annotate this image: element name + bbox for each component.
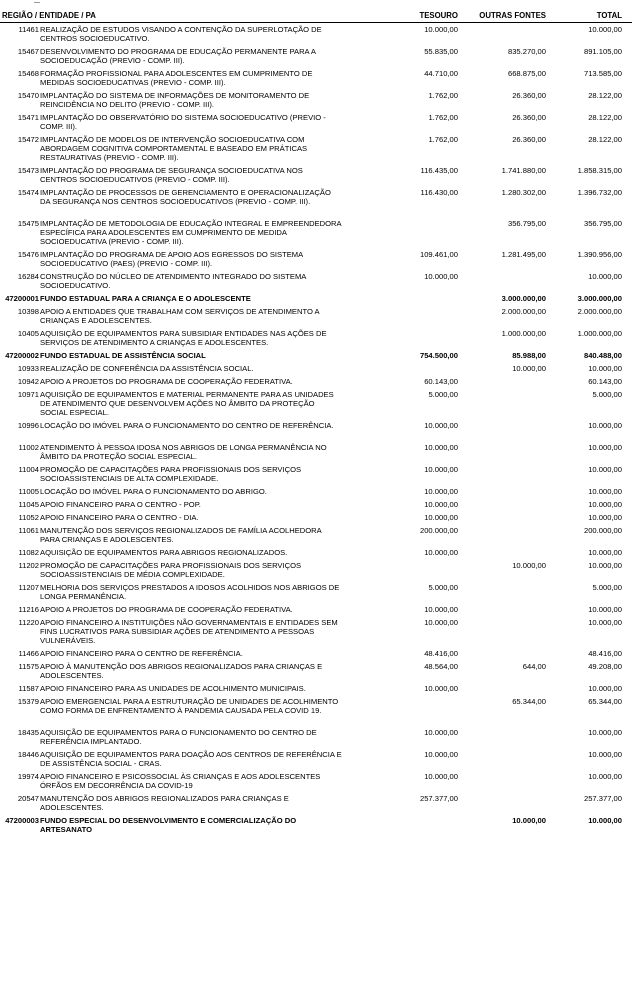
row-description: CONSTRUÇÃO DO NÚCLEO DE ATENDIMENTO INTEGRADO DO SISTEMA SOCIOEDUCATIVO. <box>40 272 306 290</box>
row-total: 48.416,00 <box>588 649 622 658</box>
row-tesouro: 60.143,00 <box>424 377 458 386</box>
row-outras-fontes: 1.281.495,00 <box>501 250 546 259</box>
row-tesouro: 10.000,00 <box>424 272 458 281</box>
row-total: 840.488,00 <box>583 351 622 360</box>
row-code: 11045 <box>18 500 39 509</box>
row-total: 891.105,00 <box>583 47 622 56</box>
row-outras-fontes: 65.344,00 <box>512 697 546 706</box>
row-total: 10.000,00 <box>588 500 622 509</box>
row-code: 18435 <box>17 728 39 737</box>
table-row <box>0 750 632 768</box>
row-tesouro: 10.000,00 <box>424 465 458 474</box>
row-description: APOIO FINANCEIRO PARA O CENTRO DE REFERÊNCIA. <box>40 649 243 658</box>
table-row <box>0 135 632 162</box>
row-description: APOIO FINANCEIRO A INSTITUIÇÕES NÃO GOVERNAMENTAIS E ENTIDADES SEM FINS LUCRATIVOS PARA SUBSIDIAR AÇÕES DE ATENDIMENTO A PESSOAS VULNERÁVEIS. <box>40 618 338 645</box>
row-total: 10.000,00 <box>588 605 622 614</box>
row-tesouro: 5.000,00 <box>428 583 458 592</box>
row-tesouro: 1.762,00 <box>428 91 458 100</box>
row-description: IMPLANTAÇÃO DO SISTEMA DE INFORMAÇÕES DE MONITORAMENTO DE REINCIDÊNCIA NO DELITO (PREVIO - COMP. III). <box>40 91 310 109</box>
row-outras-fontes: 10.000,00 <box>512 816 546 825</box>
row-total: 1.390.956,00 <box>577 250 622 259</box>
row-total: 10.000,00 <box>588 487 622 496</box>
row-total: 60.143,00 <box>588 377 622 386</box>
row-code: 18446 <box>17 750 39 759</box>
row-description: LOCAÇÃO DO IMÓVEL PARA O FUNCIONAMENTO DO ABRIGO. <box>40 487 267 496</box>
table-row <box>0 548 632 557</box>
row-total: 10.000,00 <box>588 421 622 430</box>
table-row <box>0 526 632 544</box>
row-outras-fontes: 10.000,00 <box>512 561 546 570</box>
row-total: 713.585,00 <box>583 69 622 78</box>
row-code: 11004 <box>18 465 39 474</box>
row-description: MELHORIA DOS SERVIÇOS PRESTADOS A IDOSOS ACOLHIDOS NOS ABRIGOS DE LONGA PERMANÊNCIA. <box>40 583 340 601</box>
table-row <box>0 487 632 496</box>
table-row <box>0 272 632 290</box>
row-tesouro: 10.000,00 <box>424 618 458 627</box>
row-description: APOIO A PROJETOS DO PROGRAMA DE COOPERAÇÃO FEDERATIVA. <box>40 605 293 614</box>
row-code: 11216 <box>18 605 39 614</box>
row-code: 11207 <box>18 583 39 592</box>
row-total: 10.000,00 <box>588 816 622 825</box>
row-tesouro: 55.835,00 <box>424 47 458 56</box>
row-description: AQUISIÇÃO DE EQUIPAMENTOS PARA ABRIGOS REGIONALIZADOS. <box>40 548 288 557</box>
row-code: 20547 <box>17 794 39 803</box>
row-total: 5.000,00 <box>592 390 622 399</box>
row-description: IMPLANTAÇÃO DO PROGRAMA DE APOIO AOS EGRESSOS DO SISTEMA SOCIOEDUCATIVO (PAES) (PREVIO - COMP. III). <box>40 250 303 268</box>
row-tesouro: 44.710,00 <box>424 69 458 78</box>
header-tesouro: TESOURO <box>419 11 458 20</box>
row-total: 10.000,00 <box>588 684 622 693</box>
row-tesouro: 109.461,00 <box>419 250 458 259</box>
row-description: REALIZAÇÃO DE CONFERÊNCIA DA ASSISTÊNCIA SOCIAL. <box>40 364 254 373</box>
row-description: FORMAÇÃO PROFISSIONAL PARA ADOLESCENTES EM CUMPRIMENTO DE MEDIDAS SOCIOEDUCATIVAS (PREVIO - COMP. III). <box>40 69 313 87</box>
row-code: 15476 <box>17 250 39 259</box>
table-row <box>0 684 632 693</box>
entity-row <box>0 294 632 303</box>
row-description: APOIO FINANCEIRO PARA AS UNIDADES DE ACOLHIMENTO MUNICIPAIS. <box>40 684 306 693</box>
header-total: TOTAL <box>596 11 622 20</box>
table-row <box>0 219 632 246</box>
row-total: 10.000,00 <box>588 25 622 34</box>
row-code: 11461 <box>18 25 39 34</box>
row-description: APOIO À MANUTENÇÃO DOS ABRIGOS REGIONALIZADOS PARA CRIANÇAS E ADOLESCENTES. <box>40 662 323 680</box>
row-total: 28.122,00 <box>588 91 622 100</box>
row-tesouro: 10.000,00 <box>424 772 458 781</box>
row-total: 28.122,00 <box>588 135 622 144</box>
row-code: 11202 <box>18 561 39 570</box>
table-row <box>0 443 632 461</box>
row-description: MANUTENÇÃO DOS SERVIÇOS REGIONALIZADOS DE FAMÍLIA ACOLHEDORA PARA CRIANÇAS E ADOLESCENTES. <box>40 526 322 544</box>
row-description: IMPLANTAÇÃO DE METODOLOGIA DE EDUCAÇÃO INTEGRAL E EMPREENDEDORA ESPECÍFICA PARA ADOLESCENTES EM CUMPRIMENTO DE MEDIDA SOCIOEDUCATIVA (PREVIO - COMP. III). <box>40 219 342 246</box>
row-description: AQUISIÇÃO DE EQUIPAMENTOS PARA DOAÇÃO AOS CENTROS DE REFERÊNCIA E DE ASSISTÊNCIA SOCIAL - CRAS. <box>40 750 342 768</box>
row-description: IMPLANTAÇÃO DO OBSERVATÓRIO DO SISTEMA SOCIOEDUCATIVO (PREVIO - COMP. III). <box>40 113 326 131</box>
entity-row <box>0 351 632 360</box>
table-row <box>0 500 632 509</box>
row-total: 2.000.000,00 <box>577 307 622 316</box>
row-total: 5.000,00 <box>592 583 622 592</box>
row-outras-fontes: 26.360,00 <box>512 113 546 122</box>
row-outras-fontes: 1.000.000,00 <box>501 329 546 338</box>
row-code: 11575 <box>18 662 39 671</box>
row-tesouro: 754.500,00 <box>419 351 458 360</box>
row-total: 10.000,00 <box>588 750 622 759</box>
row-code: 11061 <box>18 526 39 535</box>
row-tesouro: 257.377,00 <box>419 794 458 803</box>
row-code: 10942 <box>17 377 39 386</box>
row-description: REALIZAÇÃO DE ESTUDOS VISANDO A CONTENÇÃO DA SUPERLOTAÇÃO DE CENTROS SOCIOEDUCATIVO. <box>40 25 322 43</box>
row-description: DESENVOLVIMENTO DO PROGRAMA DE EDUCAÇÃO PERMANENTE PARA A SOCIOEDUCAÇÃO (PREVIO - COMP. III). <box>40 47 316 65</box>
row-description: PROMOÇÃO DE CAPACITAÇÕES PARA PROFISSIONAIS DOS SERVIÇOS SOCIOASSISTENCIAIS DE MÉDIA COMPLEXIDADE. <box>40 561 302 579</box>
row-description: APOIO EMERGENCIAL PARA A ESTRUTURAÇÃO DE UNIDADES DE ACOLHIMENTO COMO FORMA DE ENFRENTAMENTO À PANDEMIA CAUSADA PELA COVID 19. <box>40 697 339 715</box>
row-outras-fontes: 26.360,00 <box>512 135 546 144</box>
row-description: FUNDO ESPECIAL DO DESENVOLVIMENTO E COMERCIALIZAÇÃO DO ARTESANATO <box>40 816 297 834</box>
row-code: 11466 <box>18 649 39 658</box>
row-tesouro: 10.000,00 <box>424 421 458 430</box>
table-row <box>0 113 632 131</box>
row-tesouro: 116.430,00 <box>420 188 458 197</box>
row-tesouro: 48.564,00 <box>424 662 458 671</box>
row-code: 47200001 <box>5 294 39 303</box>
row-outras-fontes: 85.988,00 <box>512 351 546 360</box>
table-row <box>0 69 632 87</box>
table-body <box>0 25 632 834</box>
row-tesouro: 10.000,00 <box>424 487 458 496</box>
row-code: 11052 <box>18 513 39 522</box>
row-code: 15473 <box>17 166 39 175</box>
row-outras-fontes: 3.000.000,00 <box>501 294 546 303</box>
row-description: ATENDIMENTO À PESSOA IDOSA NOS ABRIGOS DE LONGA PERMANÊNCIA NO ÂMBITO DA PROTEÇÃO SOCIAL ESPECIAL. <box>40 443 327 461</box>
row-description: LOCAÇÃO DO IMÓVEL PARA O FUNCIONAMENTO DO CENTRO DE REFERÊNCIA. <box>40 421 334 430</box>
header-region: REGIÃO / ENTIDADE / PA <box>2 11 96 20</box>
row-tesouro: 10.000,00 <box>424 500 458 509</box>
table-row <box>0 307 632 325</box>
row-total: 10.000,00 <box>588 548 622 557</box>
table-row <box>0 618 632 645</box>
table-row <box>0 421 632 439</box>
row-code: 10971 <box>17 390 39 399</box>
row-tesouro: 10.000,00 <box>424 728 458 737</box>
header-outras-fontes: OUTRAS FONTES <box>479 11 546 20</box>
row-description: FUNDO ESTADUAL PARA A CRIANÇA E O ADOLESCENTE <box>40 294 251 303</box>
table-row <box>0 561 632 579</box>
table-row <box>0 649 632 658</box>
table-row <box>0 605 632 614</box>
table-row <box>0 772 632 790</box>
row-description: APOIO FINANCEIRO E PSICOSSOCIAL ÀS CRIANÇAS E AOS ADOLESCENTES ÓRFÃOS EM DECORRÊNCIA DA COVID-19 <box>40 772 321 790</box>
row-total: 10.000,00 <box>588 513 622 522</box>
row-code: 11220 <box>18 618 39 627</box>
row-outras-fontes: 1.741.880,00 <box>501 166 546 175</box>
row-total: 1.000.000,00 <box>577 329 622 338</box>
row-total: 10.000,00 <box>588 364 622 373</box>
row-code: 11587 <box>18 684 39 693</box>
row-total: 10.000,00 <box>588 561 622 570</box>
row-description: FUNDO ESTADUAL DE ASSISTÊNCIA SOCIAL <box>40 351 206 360</box>
table-row <box>0 583 632 601</box>
row-total: 10.000,00 <box>588 772 622 781</box>
row-tesouro: 48.416,00 <box>424 649 458 658</box>
row-outras-fontes: 26.360,00 <box>512 91 546 100</box>
row-tesouro: 10.000,00 <box>424 548 458 557</box>
row-total: 200.000,00 <box>583 526 622 535</box>
table-row <box>0 697 632 724</box>
row-description: AQUISIÇÃO DE EQUIPAMENTOS PARA O FUNCIONAMENTO DO CENTRO DE REFERÊNCIA IMPLANTADO. <box>40 728 317 746</box>
row-code: 11002 <box>18 443 39 452</box>
row-code: 15467 <box>17 47 39 56</box>
row-total: 10.000,00 <box>588 728 622 737</box>
row-description: IMPLANTAÇÃO DE PROCESSOS DE GERENCIAMENTO E OPERACIONALIZAÇÃO DA SEGURANÇA NOS CENTROS SOCIOEDUCATIVOS (PREVIO - COMP. III). <box>40 188 331 206</box>
row-tesouro: 200.000,00 <box>419 526 458 535</box>
row-code: 10398 <box>17 307 39 316</box>
row-total: 10.000,00 <box>588 618 622 627</box>
table-row <box>0 329 632 347</box>
table-row <box>0 513 632 522</box>
row-tesouro: 10.000,00 <box>424 605 458 614</box>
row-description: APOIO FINANCEIRO PARA O CENTRO - POP. <box>40 500 201 509</box>
row-total: 1.396.732,00 <box>577 188 622 197</box>
row-total: 3.000.000,00 <box>577 294 622 303</box>
table-header <box>0 10 632 23</box>
row-tesouro: 10.000,00 <box>424 684 458 693</box>
row-tesouro: 10.000,00 <box>424 25 458 34</box>
row-description: APOIO A PROJETOS DO PROGRAMA DE COOPERAÇÃO FEDERATIVA. <box>40 377 293 386</box>
row-total: 49.208,00 <box>588 662 622 671</box>
table-row <box>0 47 632 65</box>
row-code: 10996 <box>17 421 39 430</box>
row-tesouro: 10.000,00 <box>424 750 458 759</box>
table-row <box>0 662 632 680</box>
row-code: 15470 <box>17 91 39 100</box>
row-code: 19974 <box>17 772 39 781</box>
table-row <box>0 390 632 417</box>
row-code: 15475 <box>17 219 39 228</box>
table-row <box>0 250 632 268</box>
row-total: 10.000,00 <box>588 272 622 281</box>
row-total: 10.000,00 <box>588 443 622 452</box>
table-row <box>0 794 632 812</box>
row-description: AQUISIÇÃO DE EQUIPAMENTOS E MATERIAL PERMANENTE PARA AS UNIDADES DE ATENDIMENTO QUE DESENVOLVEM AÇÕES NO ÂMBITO DA PROTEÇÃO SOCIAL ESPECIAL. <box>40 390 334 417</box>
row-total: 65.344,00 <box>588 697 622 706</box>
row-description: MANUTENÇÃO DOS ABRIGOS REGIONALIZADOS PARA CRIANÇAS E ADOLESCENTES. <box>40 794 289 812</box>
row-description: APOIO FINANCEIRO PARA O CENTRO - DIA. <box>40 513 199 522</box>
row-code: 10405 <box>17 329 39 338</box>
row-outras-fontes: 2.000.000,00 <box>501 307 546 316</box>
row-outras-fontes: 10.000,00 <box>512 364 546 373</box>
table-row <box>0 25 632 43</box>
row-code: 11082 <box>18 548 39 557</box>
row-outras-fontes: 1.280.302,00 <box>501 188 546 197</box>
row-code: 47200003 <box>5 816 39 825</box>
row-code: 10933 <box>17 364 39 373</box>
row-tesouro: 5.000,00 <box>428 390 458 399</box>
table-row <box>0 91 632 109</box>
row-code: 15379 <box>17 697 39 706</box>
row-code: 15468 <box>17 69 39 78</box>
row-code: 15474 <box>17 188 39 197</box>
table-row <box>0 728 632 746</box>
row-total: 28.122,00 <box>588 113 622 122</box>
row-description: PROMOÇÃO DE CAPACITAÇÕES PARA PROFISSIONAIS DOS SERVIÇOS SOCIOASSISTENCIAIS DE ALTA COMPLEXIDADE. <box>40 465 302 483</box>
row-code: 15472 <box>17 135 39 144</box>
row-description: IMPLANTAÇÃO DE MODELOS DE INTERVENÇÃO SOCIOEDUCATIVA COM ABORDAGEM COGNITIVA COMPORTAMENTAL E BASEADO EM PRÁTICAS RESTAURATIVAS (PREVIO - COMP. III). <box>40 135 308 162</box>
row-code: 47200002 <box>5 351 39 360</box>
row-total: 257.377,00 <box>583 794 622 803</box>
row-description: AQUISIÇÃO DE EQUIPAMENTOS PARA SUBSIDIAR ENTIDADES NAS AÇÕES DE SERVIÇOS DE ATENDIMENTO A CRIANÇAS E ADOLESCENTES. <box>40 329 327 347</box>
table-row <box>0 188 632 215</box>
row-tesouro: 116.435,00 <box>420 166 458 175</box>
row-total: 356.795,00 <box>583 219 622 228</box>
entity-row <box>0 816 632 834</box>
table-row <box>0 364 632 373</box>
row-tesouro: 10.000,00 <box>424 443 458 452</box>
row-code: 15471 <box>17 113 39 122</box>
table-row <box>0 166 632 184</box>
row-outras-fontes: 668.875,00 <box>507 69 546 78</box>
row-code: 16284 <box>17 272 39 281</box>
row-total: 1.858.315,00 <box>577 166 622 175</box>
table-row <box>0 465 632 483</box>
row-tesouro: 1.762,00 <box>428 135 458 144</box>
row-description: IMPLANTAÇÃO DO PROGRAMA DE SEGURANÇA SOCIOEDUCATIVA NOS CENTROS SOCIOEDUCATIVOS (PREVIO - COMP. III). <box>40 166 303 184</box>
table-row <box>0 377 632 386</box>
row-total: 10.000,00 <box>588 465 622 474</box>
row-outras-fontes: 644,00 <box>522 662 546 671</box>
row-outras-fontes: 356.795,00 <box>507 219 546 228</box>
row-tesouro: 1.762,00 <box>428 113 458 122</box>
row-outras-fontes: 835.270,00 <box>507 47 546 56</box>
row-code: 11005 <box>18 487 39 496</box>
row-description: APOIO A ENTIDADES QUE TRABALHAM COM SERVIÇOS DE ATENDIMENTO A CRIANÇAS E ADOLESCENTES. <box>40 307 320 325</box>
page-tick-mark <box>34 2 40 3</box>
row-tesouro: 10.000,00 <box>424 513 458 522</box>
